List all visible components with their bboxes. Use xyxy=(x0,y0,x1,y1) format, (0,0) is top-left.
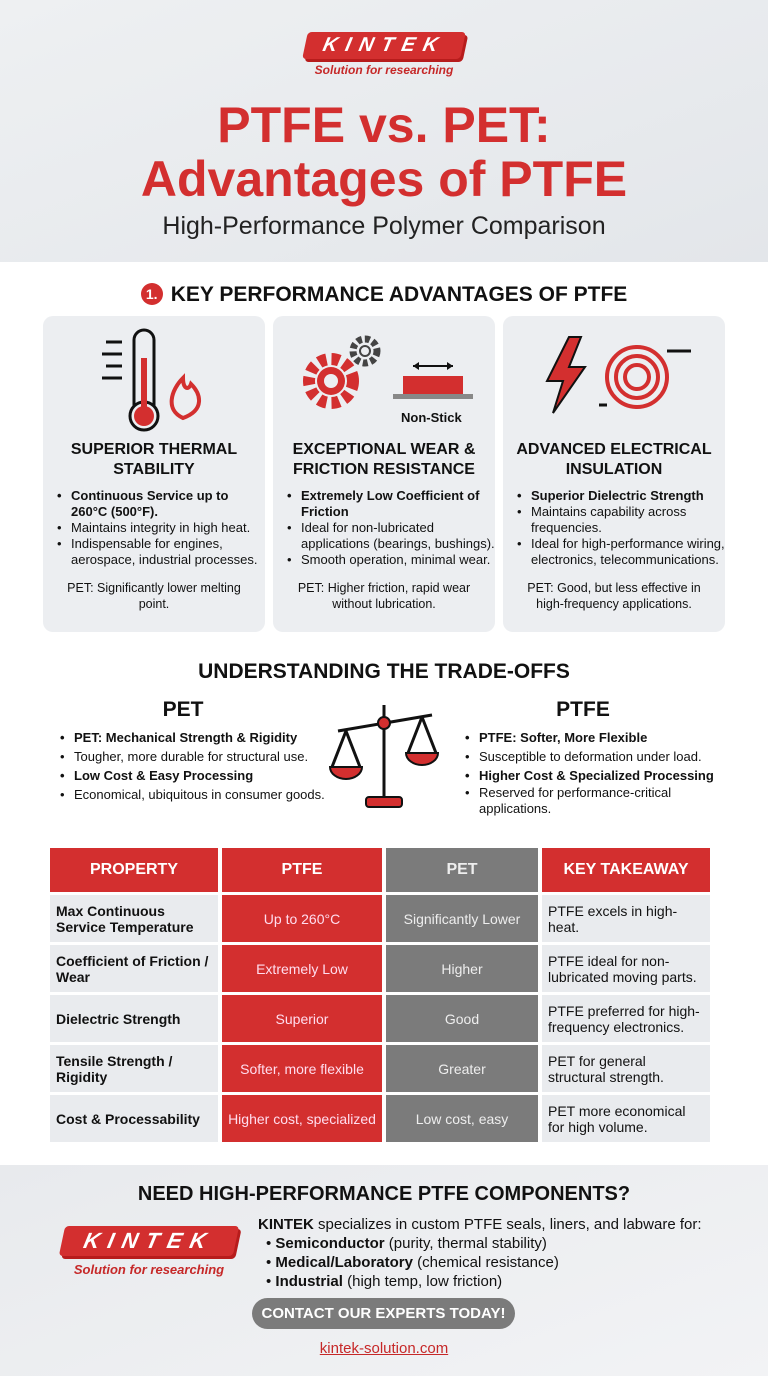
logo-wordmark: KINTEK xyxy=(59,1226,239,1256)
table-cell: PET for general structural strength. xyxy=(542,1045,710,1092)
tradeoff-bullet: • Tougher, more durable for structural use. xyxy=(58,747,328,766)
tradeoff-bullet: • PET: Mechanical Strength & Rigidity xyxy=(58,728,328,747)
card-bullet: • Ideal for non-lubricated applications (bearings, bushings). xyxy=(285,520,495,552)
table-row xyxy=(50,1045,710,1092)
table-cell: Up to 260°C xyxy=(222,895,382,942)
pet-note: PET: Good, but less effective in high-frequency applications. xyxy=(527,581,701,611)
card-bullet: • Maintains capability across frequencies. xyxy=(515,504,725,536)
card-bullet: • Smooth operation, minimal wear. xyxy=(285,552,495,568)
pet-tradeoffs xyxy=(58,698,328,804)
page-subtitle: High-Performance Polymer Comparison xyxy=(162,212,606,240)
lightning-cable-icon xyxy=(541,331,701,431)
section-number-badge: 1. xyxy=(141,283,163,305)
logo-tagline: Solution for researching xyxy=(314,63,454,77)
table-cell: Extremely Low xyxy=(222,945,382,992)
tradeoff-bullet: • Reserved for performance-critical applications. xyxy=(463,785,723,817)
tradeoff-bullet: • Higher Cost & Specialized Processing xyxy=(463,766,723,785)
ptfe-tradeoffs xyxy=(463,698,723,817)
card-thermal xyxy=(43,316,265,632)
column-header: PTFE xyxy=(222,848,382,892)
card-title: ADVANCED ELECTRICAL INSULATION xyxy=(516,441,712,478)
industry-detail: (purity, thermal stability) xyxy=(384,1235,547,1252)
table-cell: Good xyxy=(386,995,538,1042)
industry-name: Industrial xyxy=(275,1273,343,1290)
website-link[interactable]: kintek-solution.com xyxy=(319,1340,449,1357)
table-row xyxy=(50,895,710,942)
table-cell: PET more economical for high volume. xyxy=(542,1095,710,1142)
industry-detail: (high temp, low friction) xyxy=(342,1273,503,1290)
card-bullet: • Maintains integrity in high heat. xyxy=(55,520,265,536)
tradeoff-bullet: • PTFE: Softer, More Flexible xyxy=(463,728,723,747)
card-bullet: • Continuous Service up to 260°C (500°F). xyxy=(55,488,265,520)
footer-description: KINTEK specializes in custom PTFE seals, liners, and labware for: • Semiconductor (purity, thermal stability) • Medical/Laboratory (chemical resistance) • Industrial (high temp, low friction) xyxy=(258,1216,702,1290)
table-cell: Higher xyxy=(386,945,538,992)
table-cell: Dielectric Strength xyxy=(50,995,218,1042)
column-header: KEY TAKEAWAY xyxy=(542,848,710,892)
intro-text: specializes in custom PTFE seals, liners, and labware for: xyxy=(313,1216,702,1233)
table-cell: Higher cost, specialized xyxy=(222,1095,382,1142)
section-heading-advantages xyxy=(0,283,768,307)
page-title-line2: Advantages of PTFE xyxy=(140,151,628,207)
ptfe-heading: PTFE xyxy=(556,698,610,721)
table-header-row xyxy=(50,848,710,892)
comparison-table xyxy=(46,845,714,1145)
table-row xyxy=(50,945,710,992)
table-row xyxy=(50,1095,710,1142)
table-cell: Greater xyxy=(386,1045,538,1092)
pet-note: PET: Higher friction, rapid wear without lubrication. xyxy=(297,581,471,611)
footer-heading: NEED HIGH-PERFORMANCE PTFE COMPONENTS? xyxy=(137,1183,631,1205)
pet-heading: PET xyxy=(162,698,204,721)
table-cell: PTFE excels in high-heat. xyxy=(542,895,710,942)
table-cell: Significantly Lower xyxy=(386,895,538,942)
balance-scale-icon xyxy=(328,703,440,813)
table-cell: Low cost, easy xyxy=(386,1095,538,1142)
contact-experts-button[interactable]: CONTACT OUR EXPERTS TODAY! xyxy=(252,1298,515,1329)
intro-bold: KINTEK xyxy=(258,1216,314,1233)
kintek-logo-footer xyxy=(58,1226,240,1277)
card-bullet: • Indispensable for engines, aerospace, industrial processes. xyxy=(55,536,265,568)
table-row xyxy=(50,995,710,1042)
section-title: KEY PERFORMANCE ADVANTAGES OF PTFE xyxy=(170,283,628,306)
table-cell: Cost & Processability xyxy=(50,1095,218,1142)
card-bullet: • Extremely Low Coefficient of Friction xyxy=(285,488,495,520)
column-header: PET xyxy=(386,848,538,892)
logo-wordmark: KINTEK xyxy=(302,32,466,59)
kintek-logo xyxy=(0,32,768,77)
tradeoff-bullet: • Susceptible to deformation under load. xyxy=(463,747,723,766)
pet-note: PET: Significantly lower melting point. xyxy=(67,581,241,611)
card-bullet: • Ideal for high-performance wiring, electronics, telecommunications. xyxy=(515,536,725,568)
non-stick-label: Non-Stick xyxy=(401,410,462,425)
card-title: EXCEPTIONAL WEAR & FRICTION RESISTANCE xyxy=(292,441,476,478)
thermometer-flame-icon xyxy=(98,328,218,433)
industry-name: Medical/Laboratory xyxy=(275,1254,413,1271)
table-cell: PTFE preferred for high-frequency electronics. xyxy=(542,995,710,1042)
card-title: SUPERIOR THERMAL STABILITY xyxy=(70,441,238,478)
tradeoff-bullet: • Economical, ubiquitous in consumer goods. xyxy=(58,785,328,804)
table-cell: PTFE ideal for non-lubricated moving parts. xyxy=(542,945,710,992)
card-electrical xyxy=(503,316,725,632)
table-cell: Tensile Strength / Rigidity xyxy=(50,1045,218,1092)
tradeoffs-heading: UNDERSTANDING THE TRADE-OFFS xyxy=(198,660,570,683)
logo-tagline: Solution for researching xyxy=(73,1262,225,1277)
column-header: PROPERTY xyxy=(50,848,218,892)
card-wear-friction xyxy=(273,316,495,632)
industry-detail: (chemical resistance) xyxy=(412,1254,559,1271)
table-cell: Coefficient of Friction / Wear xyxy=(50,945,218,992)
table-cell: Softer, more flexible xyxy=(222,1045,382,1092)
tradeoff-bullet: • Low Cost & Easy Processing xyxy=(58,766,328,785)
card-bullet: • Superior Dielectric Strength xyxy=(515,488,725,504)
page-title-line1: PTFE vs. PET: xyxy=(217,97,551,153)
table-cell: Max Continuous Service Temperature xyxy=(50,895,218,942)
industry-name: Semiconductor xyxy=(275,1235,385,1252)
table-cell: Superior xyxy=(222,995,382,1042)
